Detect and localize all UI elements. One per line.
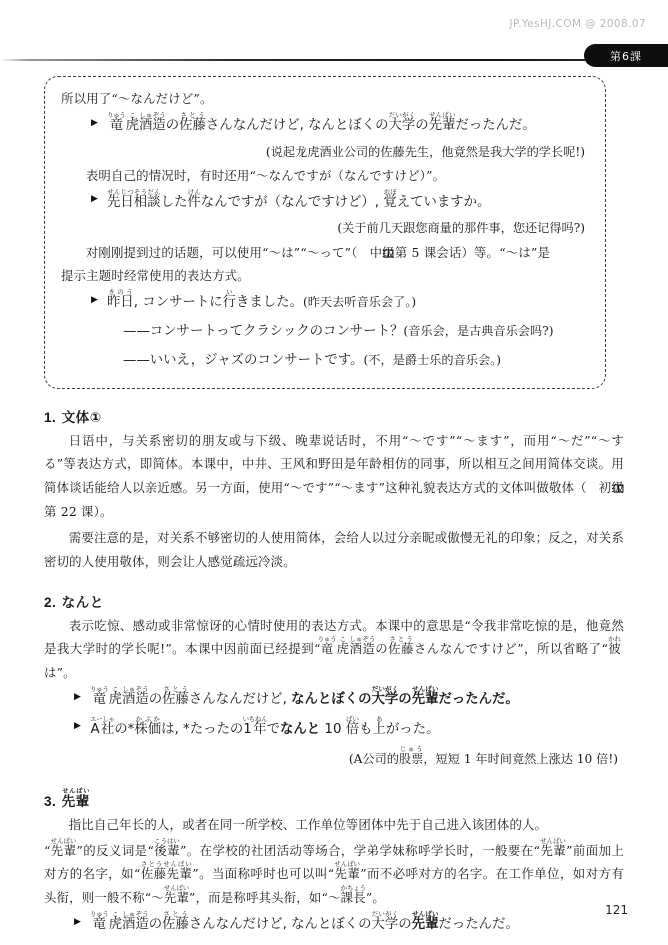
section-2-example-1 <box>44 685 624 715</box>
callout-dialog-2 <box>61 347 591 376</box>
callout-line-3-b: 中级第 5 课会话）等。“～は”是 <box>369 244 551 260</box>
callout-example-1-translation: (说起龙虎酒业公司的佐藤先生，他竟然是我大学的学长呢!) <box>265 144 585 159</box>
triangle-bullet-icon: ▶ <box>91 117 98 128</box>
dialog-question: ——コンサートってクラシックのコンサート？ <box>123 324 404 340</box>
japanese-sentence: 竜りゅう虎こ酒造しゅぞうの佐藤さとうさんなんだけど, なんとぼくの大学だいがくの先輩せんぱいだったんだ。 <box>90 910 519 933</box>
triangle-bullet-icon: ▶ <box>74 916 81 927</box>
dialog-answer-translation: (不，是爵士乐的音乐会。) <box>363 352 501 367</box>
dialog-question-translation: (音乐会，是古典音乐会吗?) <box>403 324 554 339</box>
section-1-paragraph-2: 需要注意的是，对关系不够密切的人使用简体，会给人以过分亲昵或傲慢无礼的印象；反之，对关系密切的人使用敬体，则会让人感觉疏远冷淡。 <box>44 529 624 569</box>
japanese-sentence: 竜りゅう虎こ酒造しゅぞうの佐藤さとうさんなんだけど, なんとぼくの大学だいがくの先輩せんぱいだったんだ。 <box>107 110 536 133</box>
section-1-text-b: 初级第 22 课）。 <box>44 480 624 520</box>
triangle-bullet-icon: ▶ <box>74 691 81 702</box>
section-2-example-2 <box>44 715 624 745</box>
translation-text-a: (A公司的 <box>348 751 399 766</box>
section-2-text-a: 表示吃惊、感动或非常惊讶的心情时使用的表达方式。本课中的意思是“令我非常吃惊的是，他竟然是我大学时的学长呢!”。本课中因前面已经提到“ <box>44 617 624 657</box>
translation-text-b: ，短短 1 年时间竟然上涨达 10 倍!) <box>423 751 618 766</box>
section-3-paragraph-1: 指比自己年长的人，或者在同一所学校、工作单位等团体中先于自己进入该团体的人。 <box>68 816 548 832</box>
callout-line-3 <box>61 241 591 289</box>
section-bunta <box>44 406 624 574</box>
header-rule <box>0 59 668 61</box>
section-3-example-1 <box>44 910 624 940</box>
callout-example-2 <box>61 188 591 218</box>
japanese-sentence: 竜りゅう虎こ酒造しゅぞうの佐藤さとうさんなんだけど, なんとぼくの大学だいがくの先輩せんぱいだったんだ。 <box>90 684 519 707</box>
callout-example-3-translation: (昨天去听音乐会了。) <box>302 295 417 310</box>
section-senpai <box>44 788 624 940</box>
callout-example-1 <box>61 111 591 141</box>
section-1-text-a: 日语中，与关系密切的朋友或与下级、晚辈说话时，不用“～です”“～ます”，而用“～だ”“～する”等表达方式，即简体。本课中，中井、王风和野田是年龄相仿的同事，所以相互之间用简体交谈。用简体谈话能给人以亲近感。另一方面，使用“～です”“～ます”这种礼貌表达方式的文体叫做敬体（ <box>44 432 624 496</box>
japanese-sentence: A社エーしゃの*株価かぶかは, *たったの1年いちねんでなんと 10 倍ばいも上あがった。 <box>90 714 440 737</box>
callout-dialog-1 <box>61 318 591 347</box>
section-1-heading <box>44 406 624 426</box>
section-2-title: なんと <box>61 594 104 611</box>
page-content <box>44 76 624 940</box>
translation-ruby: 股票じゅう <box>398 744 424 766</box>
section-1-title: 文体① <box>61 409 102 426</box>
section-2-quoted-phrase: 竜りゅう虎こ酒造しゅぞうの佐藤さとうさんなんですけど <box>317 635 518 657</box>
section-2-heading <box>44 591 624 611</box>
section-1-paragraph-1 <box>44 429 624 524</box>
triangle-bullet-icon: ▶ <box>91 294 98 305</box>
dialog-answer: ——いいえ，ジャズのコンサートです。 <box>123 352 364 368</box>
page-number: 121 <box>605 903 628 917</box>
grammar-callout-box <box>44 76 606 389</box>
triangle-bullet-icon: ▶ <box>91 194 98 205</box>
section-2-text-b: ”，所以省略了“ <box>517 641 609 657</box>
japanese-sentence: 昨日きのう, コンサートに行いきました。 <box>107 288 303 311</box>
callout-line-3-c: 提示主题时经常使用的表达方式。 <box>61 268 250 284</box>
site-watermark: JP.YesHJ.COM @ 2008.07 <box>509 18 646 30</box>
book-icon <box>359 242 369 251</box>
triangle-bullet-icon: ▶ <box>74 721 81 732</box>
section-3-paragraph-2: “先輩せんぱい”的反义词是“後輩こうはい”。在学校的社团活动等场合，学弟学妹称呼学长时，一般要在“先輩せんぱい”前面加上对方的名字，如“佐藤先輩さとうせんぱい”。当面称呼时也可以叫“先輩せんぱい”而不必呼对方的名字。在工作单位，如对方有头衔，则一般不称“～先輩せんぱい”，而是称呼其头衔，如“～課長かちょう”。 <box>44 836 625 906</box>
section-2-text-c: ”。 <box>56 665 76 681</box>
section-2-number: 2. <box>44 594 57 610</box>
callout-line-2: 表明自己的情况时，有时还用“～なんですが（なんですけど）”。 <box>85 167 446 183</box>
callout-line-3-a: 对刚刚提到过的话题，可以使用“～は”“～って”（ <box>85 244 358 260</box>
callout-example-2-translation: (关于前几天跟您商量的那件事，您还记得吗?) <box>337 221 585 236</box>
section-nanto <box>44 591 624 771</box>
callout-example-3 <box>61 288 591 318</box>
section-2-kare-phrase: 彼かれは <box>44 635 621 681</box>
section-2-example-2-translation <box>44 745 624 771</box>
section-1-number: 1. <box>44 409 57 425</box>
section-2-paragraph <box>44 614 624 685</box>
japanese-sentence: 先日相談せんじつそうだんした件けんなんですが（なんですけど）, 覚おぼえていますか。 <box>107 187 491 210</box>
section-3-number: 3. <box>44 793 57 809</box>
section-3-title: 先輩せんぱい <box>61 787 90 810</box>
book-icon <box>588 477 598 486</box>
lesson-tab: 第6課 <box>584 44 668 67</box>
callout-line-1: 所以用了“～なんだけど”。 <box>61 91 213 106</box>
section-3-heading <box>44 788 624 810</box>
